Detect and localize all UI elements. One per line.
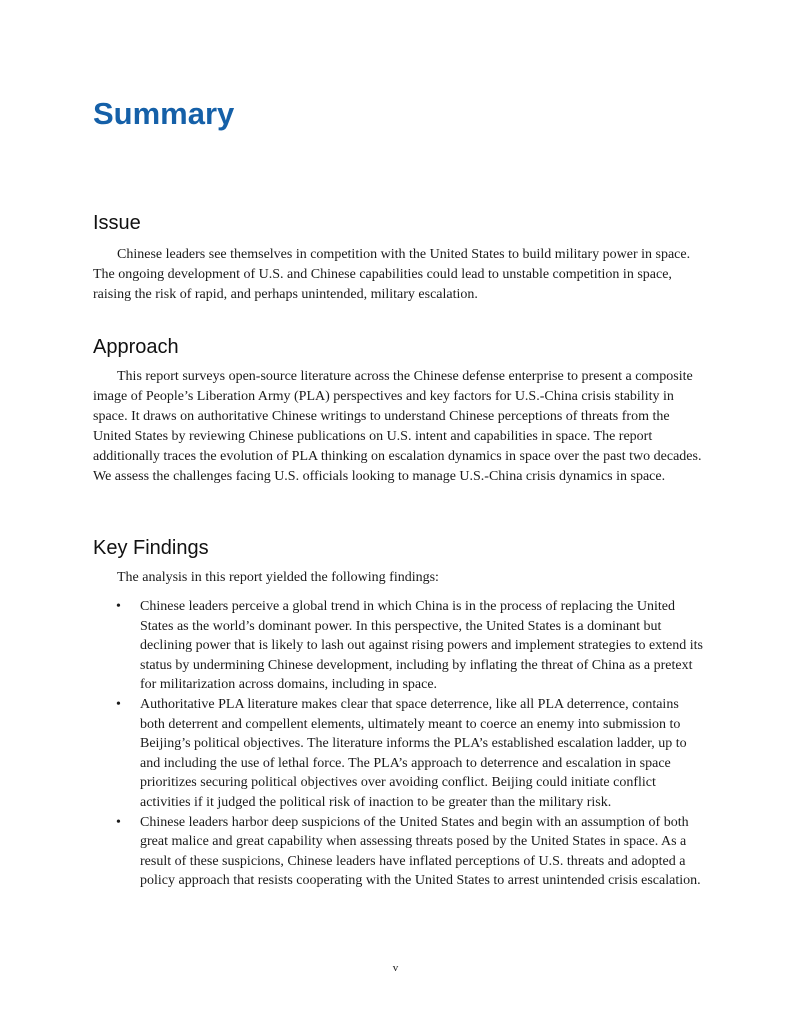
approach-heading: Approach [93,336,179,358]
key-findings-heading: Key Findings [93,537,209,559]
finding-text: Chinese leaders perceive a global trend in which China is in the process of replacing the United States as the world’s dominant power. In this perspective, the United States is a dominant but declining power that is likely to lash out against rising powers and implement strategies to extend its status by undermining Chinese development, including by inflating the threat of China as a pretext for militarization across domains, including in space. [140,599,704,693]
list-item [93,695,705,813]
bullet-icon: • [116,814,121,830]
bullet-icon: • [116,599,121,614]
key-findings-list [93,597,705,891]
issue-heading: Issue [93,212,141,234]
page-title: Summary [93,96,235,131]
finding-text: Chinese leaders harbor deep suspicions of the United States and begin with an assumption of both great malice and great capability when assessing threats posed by the United States in space. As a result of these suspicions, Chinese leaders have inflated perceptions of U.S. threats and adopted a policy approach that resists cooperating with the United States to arrest unintended crisis escalation. [140,814,701,889]
finding-text: Authoritative PLA literature makes clear that space deterrence, like all PLA deterrence, contains both deterrent and compellent elements, ultimately meant to coerce an enemy into submission to Beijing’s political objectives. The literature informs the PLA’s established escalation ladder, up to and including the use of lethal force. The PLA’s approach to deterrence and escalation in space prioritizes securing political objectives over avoiding conflict. Beijing could initiate conflict activities if it judged the political risk of inaction to be greater than the military risk. [140,696,687,810]
list-item [93,597,705,695]
issue-paragraph: Chinese leaders see themselves in competition with the United States to build military power in space. The ongoing development of U.S. and Chinese capabilities could lead to unstable competition in space, raising the risk of rapid, and perhaps unintended, military escalation. [93,247,691,302]
list-item [93,813,705,891]
approach-paragraph: This report surveys open-source literature across the Chinese defense enterprise to present a composite image of People’s Liberation Army (PLA) perspectives and key factors for U.S.-China crisis stability in space. It draws on authoritative Chinese writings to understand Chinese perceptions of threats from the United States by reviewing Chinese publications on U.S. intent and capabilities in space. The report additionally traces the evolution of PLA thinking on escalation dynamics in space over the past two decades. We assess the challenges facing U.S. officials looking to manage U.S.-China crisis dynamics in space. [93,369,702,484]
page-number: v [392,962,399,974]
bullet-icon: • [116,696,121,712]
key-findings-intro: The analysis in this report yielded the following findings: [117,570,439,585]
